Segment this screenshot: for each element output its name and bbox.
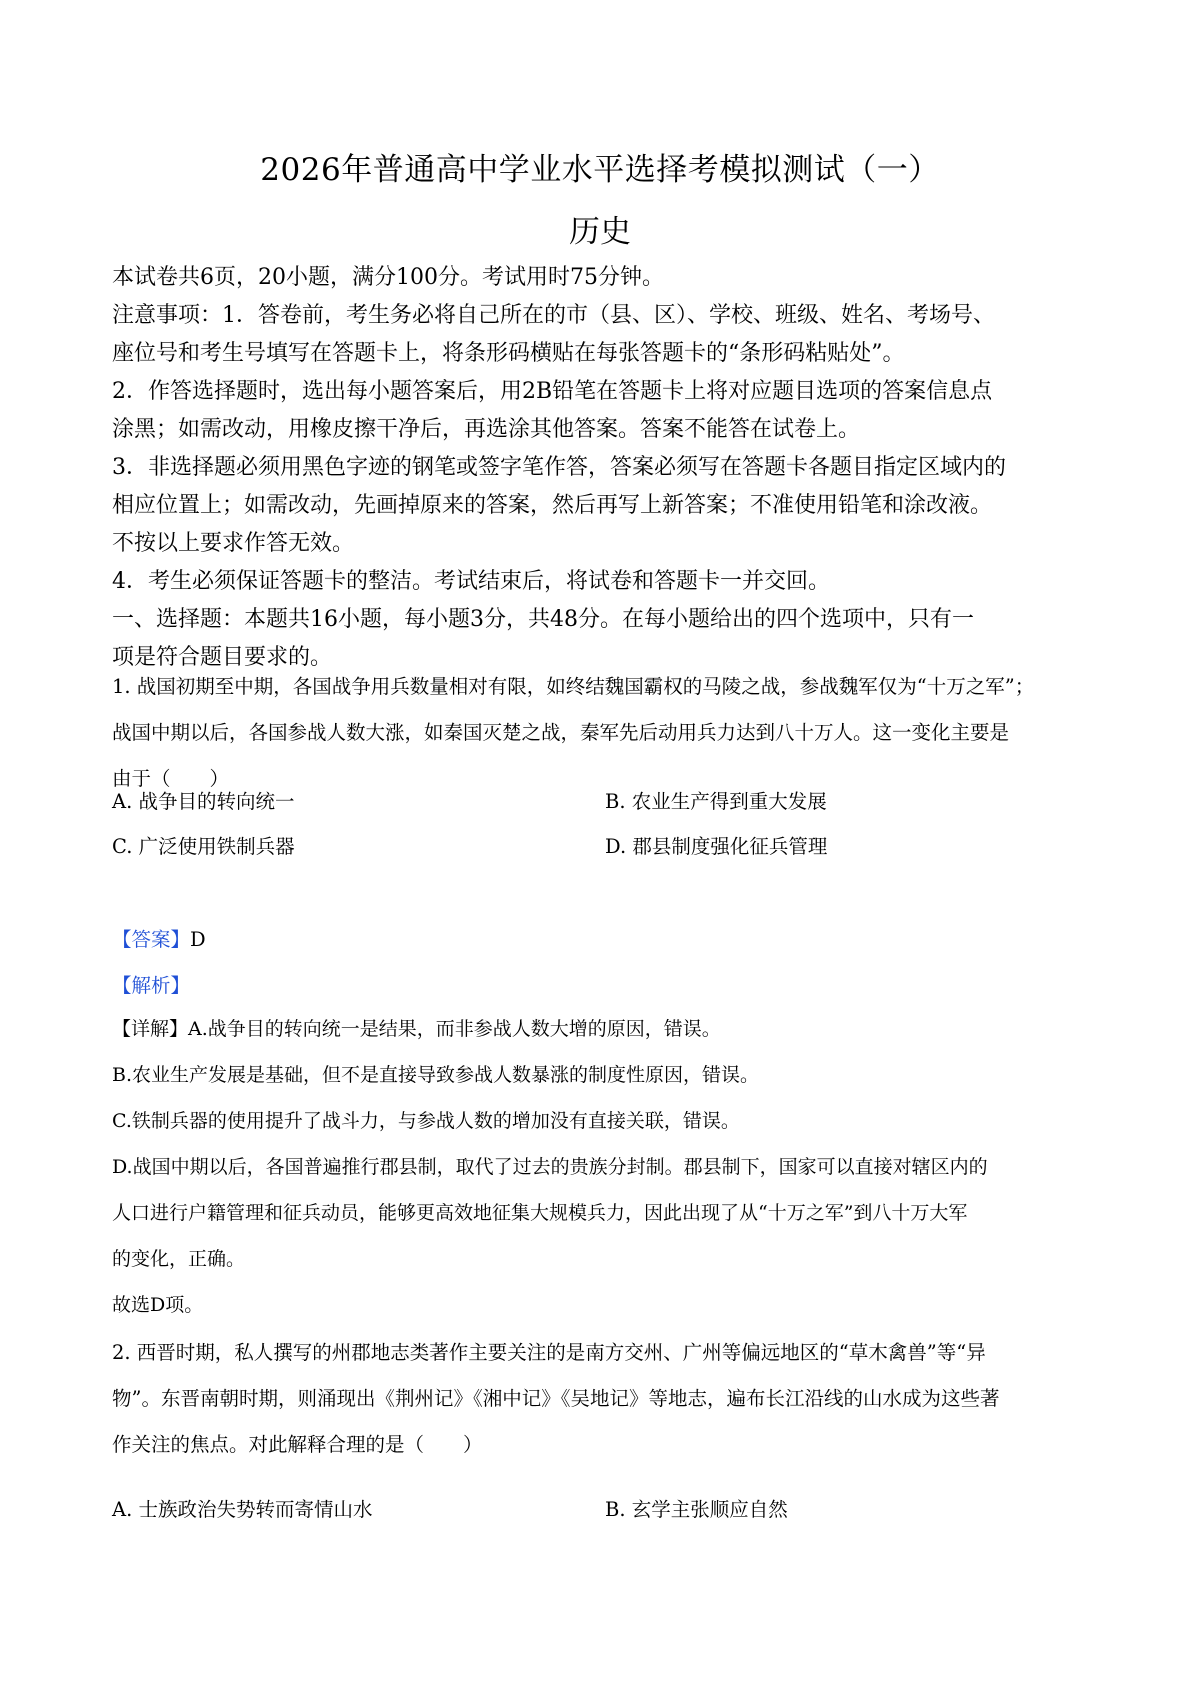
answer-label: 【答案】	[112, 928, 191, 951]
option-c: C. 广泛使用铁制兵器	[112, 835, 295, 858]
instruction-line: 本试卷共6页，20小题，满分100分。考试用时75分钟。	[112, 265, 664, 290]
instruction-line: 3．非选择题必须用黑色字迹的钢笔或签字笔作答，答案必须写在答题卡各题目指定区域内的	[112, 455, 1007, 480]
exam-instructions	[112, 259, 1102, 677]
stem-line: 由于（ ）	[112, 767, 230, 790]
stem-line: 战国中期以后，各国参战人数大涨，如秦国灭楚之战，秦军先后动用兵力达到八十万人。这一变化主要是	[112, 721, 1010, 744]
section-heading: 项是符合题目要求的。	[112, 645, 333, 670]
question-1-stem	[112, 664, 1102, 802]
instruction-line: 2．作答选择题时，选出每小题答案后，用2B铅笔在答题卡上将对应题目选项的答案信息点	[112, 379, 993, 404]
option-b: B. 玄学主张顺应自然	[605, 1498, 788, 1521]
detail-line: D.战国中期以后，各国普遍推行郡县制，取代了过去的贵族分封制。郡县制下，国家可以直接对辖区内的	[112, 1156, 988, 1178]
detail-line: 故选D项。	[112, 1294, 204, 1316]
exam-subject: 历史	[569, 214, 631, 250]
instruction-line: 相应位置上；如需改动，先画掉原来的答案，然后再写上新答案；不准使用铅笔和涂改液。	[112, 493, 993, 518]
stem-line: 1. 战国初期至中期，各国战争用兵数量相对有限，如终结魏国霸权的马陵之战，参战魏军仅为“十万之军”；	[112, 675, 1035, 698]
analysis-label: 【解析】	[112, 974, 191, 997]
question-1-detail	[112, 1006, 1102, 1328]
detail-label: 【详解】	[112, 1018, 189, 1040]
stem-line: 作关注的焦点。对此解释合理的是（ ）	[112, 1433, 483, 1456]
option-b: B. 农业生产得到重大发展	[605, 790, 827, 813]
exam-title: 2026年普通高中学业水平选择考模拟测试（一）	[260, 152, 940, 188]
instruction-line: 不按以上要求作答无效。	[112, 531, 355, 556]
answer-line	[112, 924, 1102, 952]
stem-line: 物”。东晋南朝时期，则涌现出《荆州记》《湘中记》《吴地记》等地志，遍布长江沿线的山水成为这些著	[112, 1387, 1000, 1410]
detail-line: B.农业生产发展是基础，但不是直接导致参战人数暴涨的制度性原因，错误。	[112, 1064, 760, 1086]
option-d: D. 郡县制度强化征兵管理	[605, 835, 828, 858]
instruction-line: 4．考生必须保证答题卡的整洁。考试结束后，将试卷和答题卡一并交回。	[112, 569, 830, 594]
stem-line: 2. 西晋时期，私人撰写的州郡地志类著作主要关注的是南方交州、广州等偏远地区的“草木禽兽”等“异	[112, 1341, 986, 1364]
instruction-line: 注意事项：1．答卷前，考生务必将自己所在的市（县、区）、学校、班级、姓名、考场号、	[112, 303, 996, 328]
option-a: A. 士族政治失势转而寄情山水	[112, 1498, 373, 1521]
detail-text: A.战争目的转向统一是结果，而非参战人数大增的原因，错误。	[188, 1018, 721, 1040]
instruction-line: 座位号和考生号填写在答题卡上，将条形码横贴在每张答题卡的“条形码粘贴处”。	[112, 341, 905, 366]
detail-line	[112, 1006, 1102, 1052]
section-heading: 一、选择题：本题共16小题，每小题3分，共48分。在每小题给出的四个选项中，只有一	[112, 607, 974, 632]
question-2-stem	[112, 1330, 1102, 1468]
detail-line: 的变化，正确。	[112, 1248, 246, 1270]
detail-line: 人口进行户籍管理和征兵动员，能够更高效地征集大规模兵力，因此出现了从“十万之军”到八十万大军	[112, 1202, 968, 1224]
answer-value: D	[190, 928, 206, 951]
detail-line: C.铁制兵器的使用提升了战斗力，与参战人数的增加没有直接关联，错误。	[112, 1110, 740, 1132]
option-a: A. 战争目的转向统一	[112, 790, 295, 813]
instruction-line: 涂黑；如需改动，用橡皮擦干净后，再选涂其他答案。答案不能答在试卷上。	[112, 417, 861, 442]
